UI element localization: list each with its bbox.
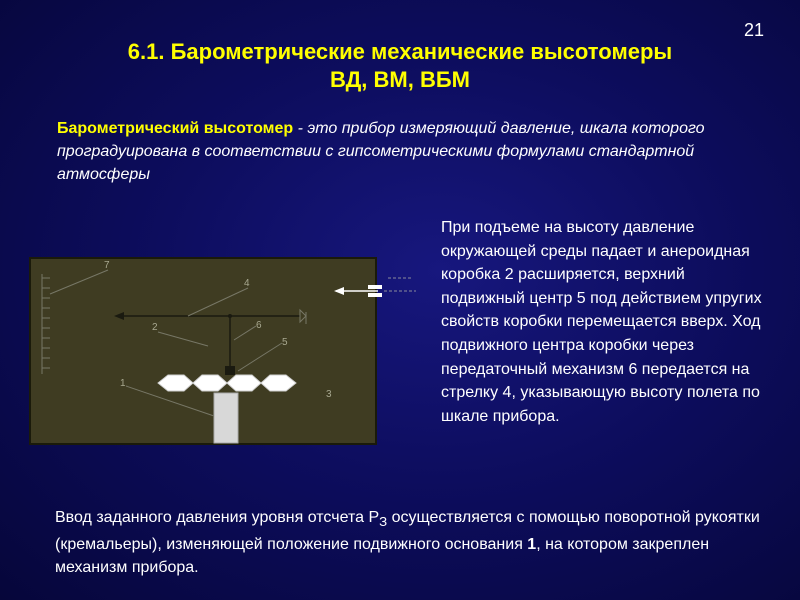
- footer-paragraph: [55, 506, 775, 579]
- moving-center: [225, 366, 235, 375]
- title-line-1: 6.1. Барометрические механические высотомеры: [127, 39, 673, 64]
- label-2: 2: [152, 322, 158, 333]
- definition-text: - это прибор измеряющий давление, шкала которого проградуирована в соответствии с гипсометрическими формулами стандартной атмосферы: [57, 120, 705, 183]
- movable-base: [214, 393, 238, 443]
- label-1: 1: [120, 378, 126, 389]
- instrument-housing: [30, 258, 376, 444]
- footer-bold-number: 1: [527, 536, 537, 554]
- title-line-2: ВД, ВМ, ВБМ: [330, 67, 470, 92]
- footer-part-1: Ввод заданного давления уровня отсчета: [55, 509, 369, 526]
- label-7: 7: [104, 260, 110, 271]
- footer-part-2: осуществляется с помощью поворотной рукоятки (кремальеры), изменяющей положение подвижного основания: [55, 509, 760, 554]
- footer-p-subscript: З: [379, 514, 388, 530]
- footer-p-letter: Р: [368, 509, 380, 526]
- label-6: 6: [256, 320, 262, 331]
- label-5: 5: [282, 337, 288, 348]
- label-4: 4: [244, 278, 250, 289]
- slide-title: [40, 38, 760, 94]
- inlet-port-bottom: [368, 293, 382, 297]
- altimeter-schematic: [28, 256, 428, 446]
- inlet-port-top: [368, 285, 382, 289]
- altimeter-diagram: [28, 256, 428, 446]
- label-3: 3: [326, 389, 332, 400]
- slide-number: 21: [743, 20, 764, 40]
- definition-paragraph: [57, 117, 777, 186]
- explanation-paragraph: При подъеме на высоту давление окружающей среды падает и анероидная коробка 2 расширяется, верхний подвижный центр 5 под действием упругих свойств коробки перемещается вверх. Ход подвижного центра коробки через передаточный механизм 6 передается на стрелку 4, указывающую высоту полета по шкале прибора.: [441, 219, 762, 425]
- footer-part-3: , на котором закреплен механизм прибора.: [55, 536, 710, 577]
- definition-term: Барометрический высотомер: [57, 120, 294, 137]
